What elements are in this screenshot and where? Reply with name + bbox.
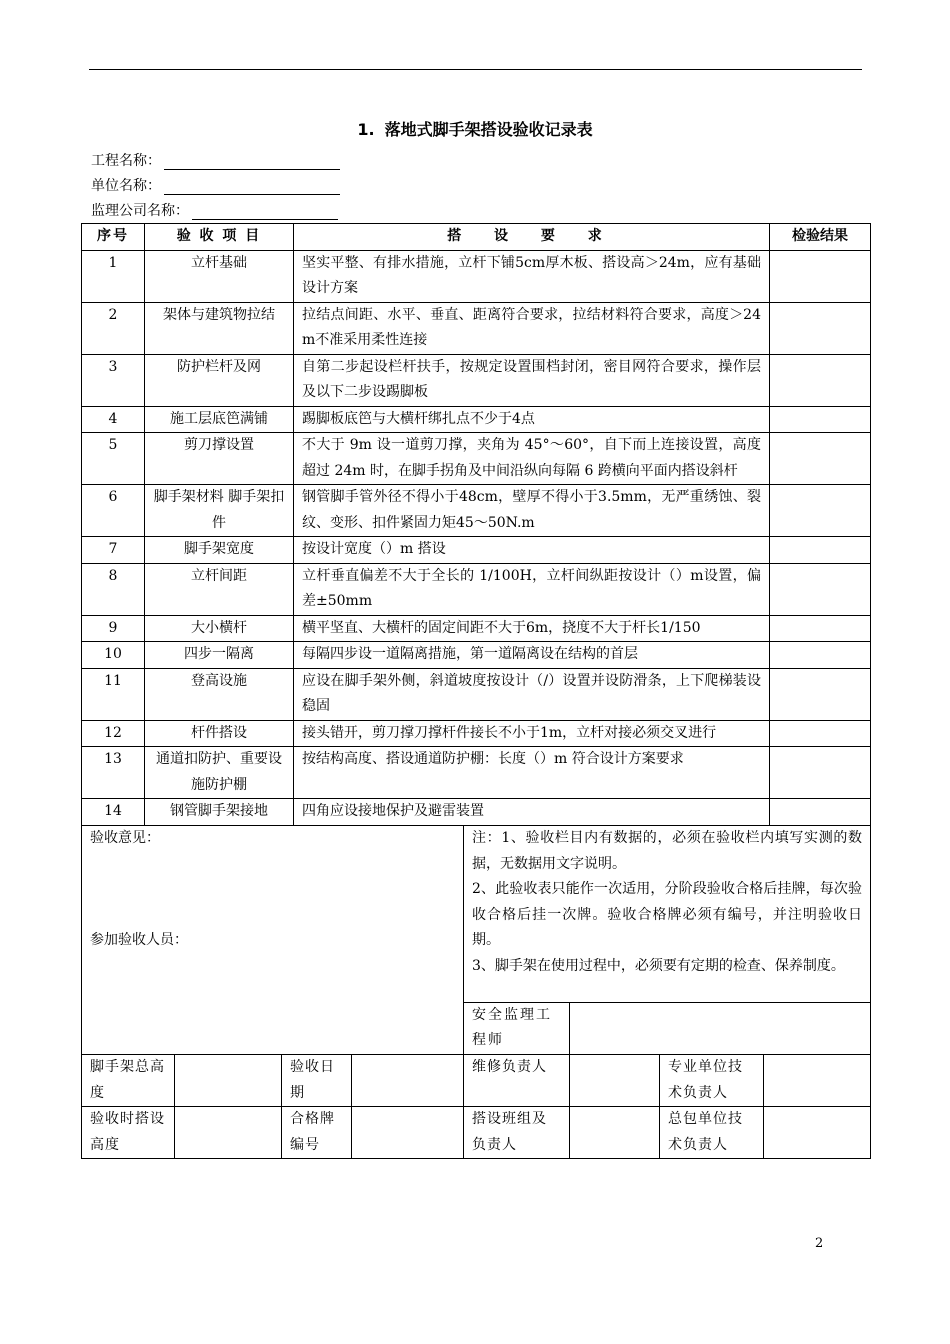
row-number: 8: [82, 563, 145, 615]
row-requirement: 坚实平整、有排水措施，立杆下铺5cm厚木板、搭设高＞24m，应有基础设计方案: [294, 250, 770, 302]
supervisor-name-field: [91, 202, 338, 220]
row-result[interactable]: [770, 720, 871, 747]
row-requirement: 拉结点间距、水平、垂直、距离符合要求，拉结材料符合要求，高度＞24m不准采用柔性连接: [294, 302, 770, 354]
supervisor-name-label: 监理公司名称：: [91, 203, 189, 219]
row-requirement: 按设计宽度（）m 搭设: [294, 537, 770, 564]
header-item: 验 收 项 目: [145, 224, 294, 251]
row-requirement: 不大于 9m 设一道剪刀撑，夹角为 45°～60°，自下而上连接设置，高度超过 24m 时，在脚手拐角及中间沿纵向每隔 6 跨横向平面内搭设斜杆: [294, 433, 770, 485]
unit-name-label: 单位名称：: [91, 178, 161, 194]
signature-value[interactable]: [175, 1055, 282, 1107]
row-result[interactable]: [770, 250, 871, 302]
table-row: [82, 642, 871, 669]
row-requirement: 横平坚直、大横杆的固定间距不大于6m，挠度不大于杆长1/150: [294, 615, 770, 642]
row-number: 7: [82, 537, 145, 564]
row-requirement: 钢管脚手管外径不得小于48cm，壁厚不得小于3.5mm，无严重绣蚀、裂纹、变形、扣件紧固力矩45～50N.m: [294, 485, 770, 537]
row-result[interactable]: [770, 799, 871, 826]
safety-engineer-label: 安全监理工程师: [464, 1002, 570, 1054]
title-text: 落地式脚手架搭设验收记录表: [384, 120, 593, 139]
signature-label: 维修负责人: [464, 1055, 570, 1107]
table-row: [82, 537, 871, 564]
row-item: 脚手架宽度: [145, 537, 294, 564]
row-item: 脚手架材料 脚手架扣件: [145, 485, 294, 537]
header-rule: [89, 69, 862, 70]
header-requirement: 搭 设 要 求: [294, 224, 770, 251]
table-row: [82, 799, 871, 826]
row-number: 4: [82, 406, 145, 433]
signature-label: 搭设班组及负责人: [464, 1107, 570, 1159]
row-result[interactable]: [770, 354, 871, 406]
row-requirement: 按结构高度、搭设通道防护棚：长度（）m 符合设计方案要求: [294, 747, 770, 799]
inspection-table: [81, 223, 871, 826]
acceptance-opinion-label: 验收意见：: [90, 830, 160, 846]
title-number: 1.: [357, 120, 375, 139]
row-item: 防护栏杆及网: [145, 354, 294, 406]
signature-value[interactable]: [175, 1107, 282, 1159]
row-requirement: 自第二步起设栏杆扶手，按规定设置围档封闭，密目网符合要求，操作层及以下二步设踢脚板: [294, 354, 770, 406]
row-result[interactable]: [770, 747, 871, 799]
row-result[interactable]: [770, 537, 871, 564]
row-requirement: 四角应设接地保护及避雷装置: [294, 799, 770, 826]
row-result[interactable]: [770, 668, 871, 720]
row-requirement: 踢脚板底笆与大横杆绑扎点不少于4点: [294, 406, 770, 433]
row-item: 架体与建筑物拉结: [145, 302, 294, 354]
signature-label: 合格牌编号: [282, 1107, 352, 1159]
row-result[interactable]: [770, 642, 871, 669]
page-title: [0, 117, 950, 140]
row-item: 钢管脚手架接地: [145, 799, 294, 826]
acceptance-section: [81, 825, 871, 1159]
row-number: 5: [82, 433, 145, 485]
header-result: 检验结果: [770, 224, 871, 251]
unit-name-blank[interactable]: [164, 178, 340, 195]
signature-row: [82, 1055, 871, 1107]
table-row: [82, 747, 871, 799]
row-item: 剪刀撑设置: [145, 433, 294, 485]
row-number: 1: [82, 250, 145, 302]
note-1: 注：1、验收栏目内有数据的，必须在验收栏内填写实测的数据，无数据用文字说明。: [472, 830, 863, 872]
row-item: 大小横杆: [145, 615, 294, 642]
row-requirement: 立杆垂直偏差不大于全长的 1/100H，立杆间纵距按设计（）m设置，偏差±50mm: [294, 563, 770, 615]
row-requirement: 接头错开，剪刀撑刀撑杆件接长不小于1m，立杆对接必须交叉进行: [294, 720, 770, 747]
signature-label: 脚手架总高度: [82, 1055, 175, 1107]
row-requirement: 每隔四步设一道隔离措施，第一道隔离设在结构的首层: [294, 642, 770, 669]
acceptance-opinion-cell[interactable]: [82, 826, 464, 1055]
project-name-label: 工程名称：: [91, 153, 161, 169]
row-item: 通道扣防护、重要设施防护棚: [145, 747, 294, 799]
signature-value[interactable]: [764, 1055, 871, 1107]
row-number: 9: [82, 615, 145, 642]
table-row: [82, 354, 871, 406]
note-3: 3、脚手架在使用过程中，必须要有定期的检查、保养制度。: [472, 957, 845, 974]
row-result[interactable]: [770, 485, 871, 537]
signature-value[interactable]: [570, 1107, 660, 1159]
signature-label: 验收日期: [282, 1055, 352, 1107]
row-item: 立杆基础: [145, 250, 294, 302]
row-result[interactable]: [770, 615, 871, 642]
table-row: [82, 302, 871, 354]
participants-label: 参加验收人员：: [90, 932, 188, 948]
row-number: 6: [82, 485, 145, 537]
table-row: [82, 720, 871, 747]
row-number: 12: [82, 720, 145, 747]
notes-cell: [464, 826, 871, 1003]
row-result[interactable]: [770, 433, 871, 485]
row-number: 11: [82, 668, 145, 720]
row-item: 杆件搭设: [145, 720, 294, 747]
row-number: 13: [82, 747, 145, 799]
row-item: 立杆间距: [145, 563, 294, 615]
page-number: 2: [815, 1236, 824, 1251]
row-number: 2: [82, 302, 145, 354]
row-result[interactable]: [770, 302, 871, 354]
row-item: 登高设施: [145, 668, 294, 720]
table-row: [82, 668, 871, 720]
project-name-blank[interactable]: [164, 153, 340, 170]
header-no: 序号: [82, 224, 145, 251]
table-row: [82, 250, 871, 302]
row-result[interactable]: [770, 406, 871, 433]
signature-label: 专业单位技术负责人: [660, 1055, 764, 1107]
row-result[interactable]: [770, 563, 871, 615]
note-2: 2、此验收表只能作一次适用，分阶段验收合格后挂牌，每次验收合格后挂一次牌。验收合格牌必须有编号，并注明验收日期。: [472, 881, 863, 948]
signature-label: 总包单位技术负责人: [660, 1107, 764, 1159]
row-number: 3: [82, 354, 145, 406]
signature-value[interactable]: [352, 1055, 464, 1107]
table-header-row: [82, 224, 871, 251]
signature-value[interactable]: [764, 1107, 871, 1159]
row-number: 14: [82, 799, 145, 826]
signature-value[interactable]: [352, 1107, 464, 1159]
table-row: [82, 485, 871, 537]
signature-value[interactable]: [570, 1055, 660, 1107]
unit-name-field: [91, 177, 340, 195]
table-row: [82, 615, 871, 642]
row-item: 四步一隔离: [145, 642, 294, 669]
table-row: [82, 406, 871, 433]
signature-row: [82, 1107, 871, 1159]
row-number: 10: [82, 642, 145, 669]
row-requirement: 应设在脚手架外侧，斜道坡度按设计（/）设置并设防滑条，上下爬梯装设稳固: [294, 668, 770, 720]
table-row: [82, 433, 871, 485]
signature-label: 验收时搭设高度: [82, 1107, 175, 1159]
table-row: [82, 563, 871, 615]
row-item: 施工层底笆满铺: [145, 406, 294, 433]
supervisor-name-blank[interactable]: [192, 203, 338, 220]
project-name-field: [91, 152, 340, 170]
safety-engineer-signature[interactable]: [570, 1002, 871, 1054]
